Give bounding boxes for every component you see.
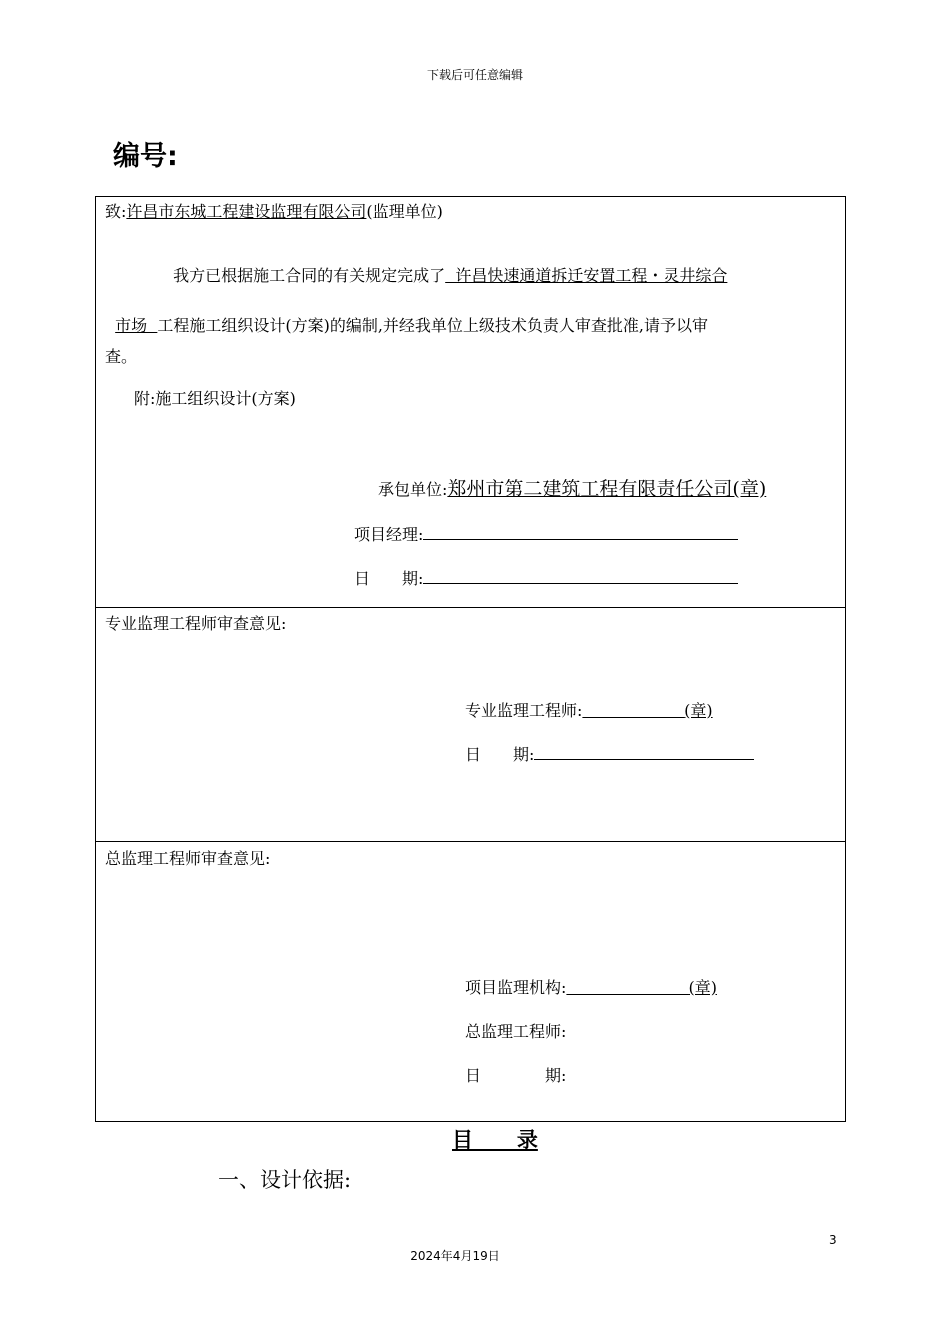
addressee-prefix: 致: xyxy=(105,202,127,221)
page-header-note: 下载后可任意编辑 xyxy=(426,68,523,82)
footer-date: 2024年4月19日 xyxy=(410,1249,500,1263)
date-line-1 xyxy=(354,566,738,589)
date-label-2: 日 期: xyxy=(465,745,535,764)
contractor-line xyxy=(378,474,766,501)
project-name-part1: 许昌快速通道拆迁安置工程・灵井综合 xyxy=(445,266,728,285)
contractor-name: 郑州市第二建筑工程有限责任公司(章) xyxy=(447,478,767,500)
engineer-signature-field[interactable] xyxy=(582,701,684,720)
date-line-3: 日 期: xyxy=(465,1066,567,1085)
project-manager-label: 项目经理: xyxy=(354,525,424,544)
project-name-part2: 市场 xyxy=(115,316,158,335)
engineer-label: 专业监理工程师: xyxy=(465,701,583,720)
chief-review-title: 总监理工程师审查意见: xyxy=(105,849,271,868)
org-signature-field[interactable] xyxy=(566,978,688,997)
body-line-1 xyxy=(163,244,727,286)
project-manager-line xyxy=(354,522,738,545)
date-line-2 xyxy=(465,742,754,765)
supervision-unit-name: 许昌市东城工程建设监理有限公司 xyxy=(126,202,367,221)
date-field-1[interactable] xyxy=(423,569,738,584)
engineer-seal: (章) xyxy=(684,701,713,720)
addressee-line xyxy=(105,199,443,222)
project-manager-field[interactable] xyxy=(423,525,738,540)
body-text-2: 工程施工组织设计(方案)的编制,并经我单位上级技术负责人审查批准,请予以审 xyxy=(157,316,709,335)
section-heading-design-basis: 一、设计依据: xyxy=(218,1168,352,1192)
body-text-1: 我方已根据施工合同的有关规定完成了 xyxy=(173,266,446,285)
attachment-line: 附:施工组织设计(方案) xyxy=(134,389,296,408)
engineer-review-box xyxy=(95,607,846,842)
toc-title: 目 录 xyxy=(452,1127,538,1152)
contractor-label: 承包单位: xyxy=(378,480,448,499)
body-line-2 xyxy=(105,294,708,336)
date-field-2[interactable] xyxy=(534,745,754,760)
page-number: 3 xyxy=(829,1233,837,1247)
engineer-review-title: 专业监理工程师审查意见: xyxy=(105,614,287,633)
addressee-suffix: (监理单位) xyxy=(366,202,443,221)
org-label: 项目监理机构: xyxy=(465,978,567,997)
org-line xyxy=(465,975,717,998)
engineer-signature-line xyxy=(465,698,713,721)
chief-engineer-line: 总监理工程师: xyxy=(465,1022,567,1041)
serial-number-label: 编号: xyxy=(113,141,178,172)
org-seal: (章) xyxy=(688,978,717,997)
body-line-3: 查。 xyxy=(105,347,138,366)
date-label-1: 日 期: xyxy=(354,569,424,588)
